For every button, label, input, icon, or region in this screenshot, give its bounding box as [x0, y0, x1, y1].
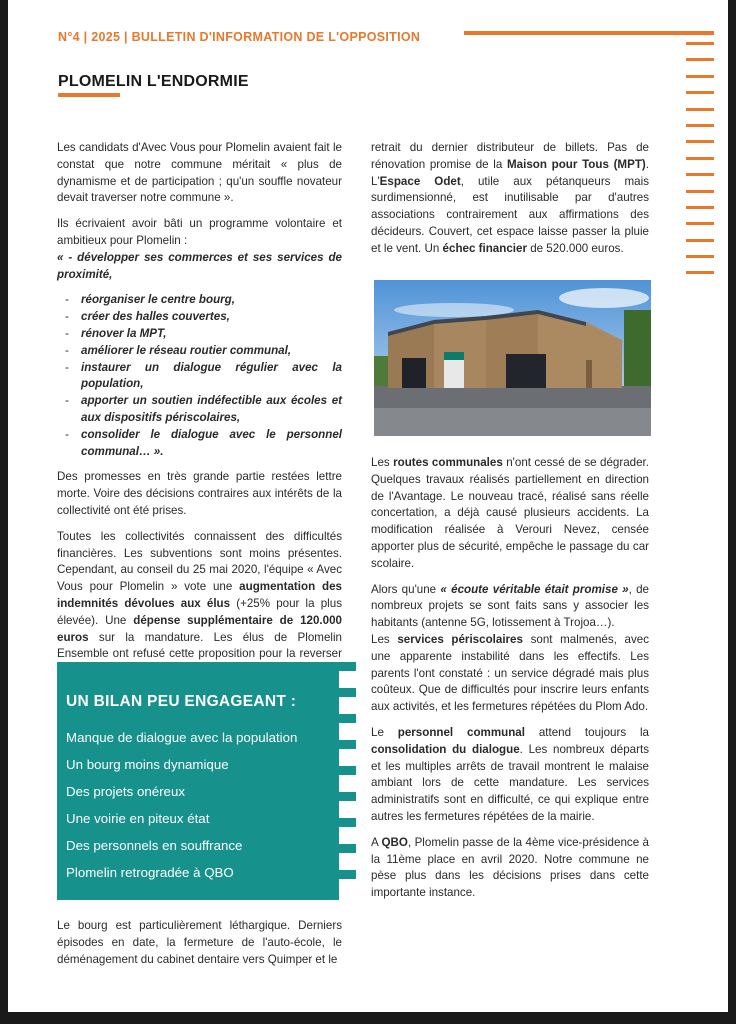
bilan-title: UN BILAN PEU ENGAGEANT : — [66, 693, 297, 710]
dead-letter-paragraph: Des promesses en très grande partie restées lettre morte. Voire des décisions contraires aux intérêts de la collectivité ont été prises. — [57, 470, 342, 517]
program-first-item: « - développer ses commerces et ses services de proximité, — [57, 250, 342, 281]
list-item: - améliorer le réseau routier communal, — [57, 343, 342, 360]
left-column — [57, 140, 342, 689]
header-rule — [464, 31, 714, 35]
list-item: - réorganiser le centre bourg, — [57, 292, 342, 309]
ecoute-paragraph: Alors qu'une « écoute véritable était promise », de nombreux projets se sont faits sans y associer les habitants (antenne 5G, lotissement à Trojoa…). — [371, 582, 650, 630]
right-column-lower — [371, 455, 649, 911]
periscolaire-paragraph: Les services périscolaires sont malmenés, avec une apparente instabilité dans les effectifs. Les parents l'ont constaté : un service dégradé mais plus coûteux. Que de difficultés pour inscrire leurs enfants aux activités, et les fermetures répétées du Plom Ado. — [371, 632, 649, 714]
list-item: - consolider le dialogue avec le personnel communal… ». — [57, 427, 342, 461]
title-underline — [58, 93, 120, 97]
bulletin-header: N°4 | 2025 | BULLETIN D'INFORMATION DE L'OPPOSITION — [58, 30, 421, 44]
bilan-item: Des personnels en souffrance — [66, 838, 243, 853]
bulletin-page — [8, 0, 728, 1012]
bilan-list — [66, 724, 297, 886]
bilan-item: Des projets onéreux — [66, 784, 185, 799]
right-column — [371, 140, 649, 267]
bilan-item: Un bourg moins dynamique — [66, 757, 229, 772]
bilan-item: Une voirie en piteux état — [66, 811, 210, 826]
intro-paragraph: Les candidats d'Avec Vous pour Plomelin avaient fait le constat que notre commune méritait « plus de dynamisme et de participation ; qu'un souffle novateur devait traverser notre commune ». — [57, 141, 342, 205]
list-item: - rénover la MPT, — [57, 326, 342, 343]
program-paragraph: Ils écrivaient avoir bâti un programme volontaire et ambitieux pour Plomelin : — [57, 217, 342, 247]
espace-odet-photo — [374, 280, 651, 436]
bilan-box — [57, 662, 339, 900]
mpt-paragraph: retrait du dernier distributeur de billets. Pas de rénovation promise de la Maison pour Tous (MPT). L'Espace Odet, utile aux pétanqueurs mais surdimensionné, est inutilisable par d'autres associations contrairement aux affirmations des décideurs. Couvert, cet espace laisse passer la pluie et le vent. Un échec financier de 520.000 euros. — [371, 141, 650, 255]
list-item: - apporter un soutien indéfectible aux écoles et aux dispositifs périscolaires, — [57, 393, 342, 427]
personnel-paragraph: Le personnel communal attend toujours la consolidation du dialogue. Les nombreux départs et les multiples arrêts de travail montrent le malaise ambiant lors de cette mandature. Les services administratifs sont en difficulté, ce qui explique entre autres les fermetures répétées de la mairie. — [371, 725, 650, 823]
decorative-stripes — [686, 42, 714, 288]
finances-paragraph: Toutes les collectivités connaissent des difficultés financières. Les subventions sont moins présentes. Cependant, au conseil du 25 mai 2020, l'équipe « Avec Vous pour Plomelin » vote une augmentation des indemnités dévolues aux élus (+25% pour la plus élevée). Une dépense supplémentaire de 120.000 euros sur la mandature. Les élus de Plomelin Ensemble ont refusé cette proposition pour la reverser — [57, 529, 342, 661]
qbo-paragraph: A QBO, Plomelin passe de la 4ème vice-présidence à la 11ème place en avril 2020. Notre commune ne pèse plus dans les décisions prises dans cette importante instance. — [371, 835, 649, 900]
routes-paragraph: Les routes communales n'ont cessé de se dégrader. Quelques travaux réalisés partiellement en direction de l'Avantage. Le nouveau tracé, réalisé sans réelle concertation, a déjà causé plusieurs accidents. La modification réalisée à Verouri Nevez, censée apporter plus de sécurité, empêche le passage du car scolaire. — [371, 456, 649, 570]
bilan-box-notches — [336, 662, 356, 900]
promises-list — [57, 292, 342, 460]
bilan-item: Manque de dialogue avec la population — [66, 730, 298, 745]
page-title: PLOMELIN L'ENDORMIE — [58, 73, 249, 90]
bourg-paragraph: Le bourg est particulièrement léthargique. Derniers épisodes en date, la fermeture de l'auto-école, le déménagement du cabinet dentaire vers Quimper et le — [57, 919, 342, 966]
bilan-item: Plomelin retrogradée à QBO — [66, 865, 234, 880]
list-item: - instaurer un dialogue régulier avec la population, — [57, 360, 342, 394]
list-item: - créer des halles couvertes, — [57, 309, 342, 326]
